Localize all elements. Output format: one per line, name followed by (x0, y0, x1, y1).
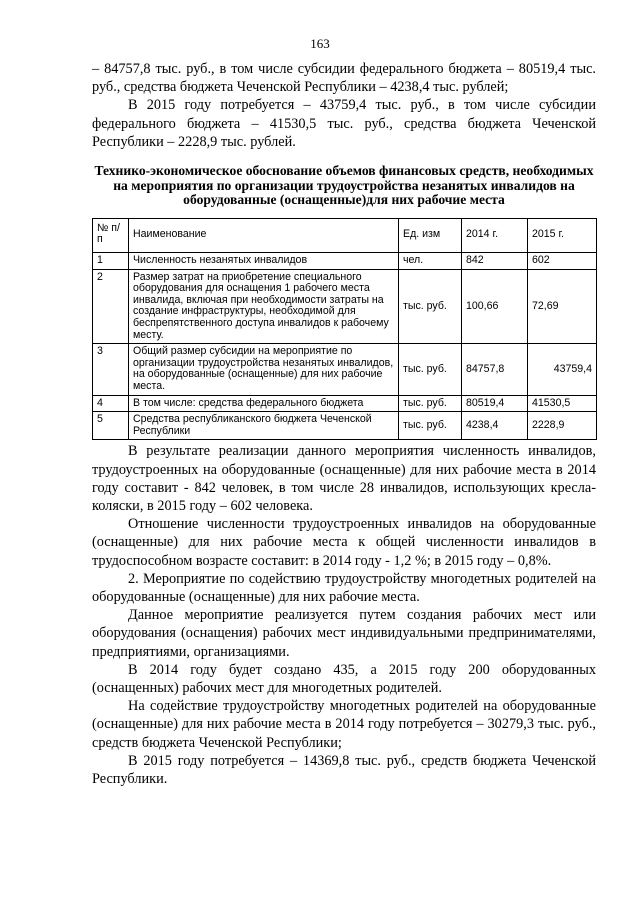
table-cell: тыс. руб. (399, 412, 462, 440)
budget-table (92, 218, 597, 441)
table-cell: 41530,5 (528, 395, 597, 412)
paragraph: В результате реализации данного мероприятия численность инвалидов, трудоустроенных на оборудованные (оснащенные) для них рабочие места в 2014 году составит - 842 человек, в том числе 28 инвалидов, использующих кресла-коляски, в 2015 году – 602 человека. (92, 443, 596, 514)
table-row (93, 344, 597, 395)
table-cell: 3 (93, 344, 129, 395)
table-cell: 1 (93, 252, 129, 269)
table-cell: 2228,9 (528, 412, 597, 440)
table-cell: тыс. руб. (399, 395, 462, 412)
table-row (93, 395, 597, 412)
paragraph: – 84757,8 тыс. руб., в том числе субсидии федерального бюджета – 80519,4 тыс. руб., средства бюджета Чеченской Республики – 4238,4 тыс. рублей; (92, 61, 596, 96)
paragraph: На содействие трудоустройству многодетных родителей на оборудованные (оснащенные) для них рабочие места в 2014 году потребуется – 30279,3 тыс. руб., средств бюджета Чеченской Республики; (92, 698, 596, 751)
table-row (93, 412, 597, 440)
table-cell: 602 (528, 252, 597, 269)
table-cell: 4238,4 (462, 412, 528, 440)
table-cell: тыс. руб. (399, 344, 462, 395)
paragraph: В 2015 году потребуется – 43759,4 тыс. руб., в том числе субсидии федерального бюджета – 41530,5 тыс. руб., средства бюджета Чеченской Республики – 2228,9 тыс. рублей. (92, 97, 596, 150)
page-number: 163 (310, 36, 330, 51)
table-cell: 842 (462, 252, 528, 269)
table-row (93, 269, 597, 344)
table-cell: чел. (399, 252, 462, 269)
paragraph: Отношение численности трудоустроенных инвалидов на оборудованные (оснащенные) для них рабочие места к общей численности инвалидов в трудоспособном возрасте составит: в 2014 году - 1,2 %; в 2015 году – 0,8%. (92, 516, 596, 569)
paragraph: Данное мероприятие реализуется путем создания рабочих мест или оборудования (оснащения) рабочих мест индивидуальными предпринимателями, предприятиями, организациями. (92, 607, 596, 660)
paragraph: 2. Мероприятие по содействию трудоустройству многодетных родителей на оборудованные (оснащенные) для них рабочие места. (92, 570, 596, 605)
section-heading: Технико-экономическое обоснование объемов финансовых средств, необходимых на мероприятия по организации трудоустройства незанятых инвалидов на оборудованные (оснащенные)для них рабочие места (94, 163, 594, 208)
table-cell: 100,66 (462, 269, 528, 344)
table-header-cell: № п/п (93, 218, 129, 252)
paragraph: В 2014 году будет создано 435, а 2015 году 200 оборудованных (оснащенных) рабочих мест для многодетных родителей. (92, 661, 596, 696)
table-cell: 5 (93, 412, 129, 440)
table-row (93, 252, 597, 269)
table-cell: тыс. руб. (399, 269, 462, 344)
table-cell: В том числе: средства федерального бюджета (129, 395, 399, 412)
table-header-cell: Ед. изм (399, 218, 462, 252)
table-cell: 84757,8 (462, 344, 528, 395)
table-header-cell: 2014 г. (462, 218, 528, 252)
table-header-cell: Наименование (129, 218, 399, 252)
table-cell: Размер затрат на приобретение специального оборудования для оснащения 1 рабочего места инвалида, включая при необходимости затраты на создание инфраструктуры, необходимой для беспрепятственного доступа инвалидов к рабочему месту. (129, 269, 399, 344)
results-section (92, 442, 596, 788)
table-header-cell: 2015 г. (528, 218, 597, 252)
table-cell: 72,69 (528, 269, 597, 344)
table-cell: 2 (93, 269, 129, 344)
table-cell: 43759,4 (528, 344, 597, 395)
table-cell: 4 (93, 395, 129, 412)
document-body (92, 60, 596, 788)
table-cell: 80519,4 (462, 395, 528, 412)
table-cell: Общий размер субсидии на мероприятие по организации трудоустройства незанятых инвалидов, на оборудованные (оснащенные) для них рабочие места. (129, 344, 399, 395)
table-header-row (93, 218, 597, 252)
paragraph: В 2015 году потребуется – 14369,8 тыс. руб., средств бюджета Чеченской Республики. (92, 752, 596, 787)
table-cell: Средства республиканского бюджета Чеченской Республики (129, 412, 399, 440)
table-cell: Численность незанятых инвалидов (129, 252, 399, 269)
